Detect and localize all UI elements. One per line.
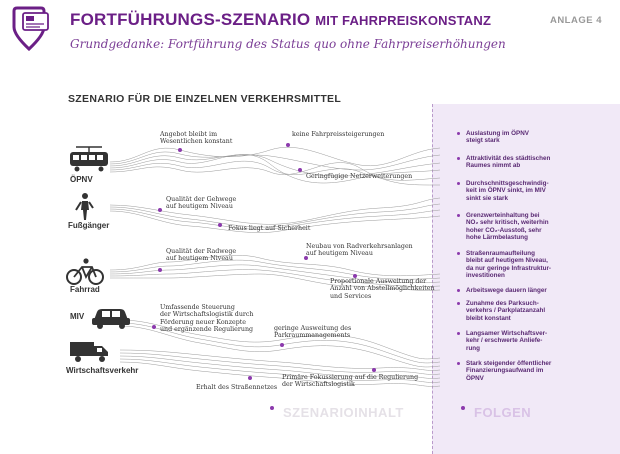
note-rad-neubau: Neubau von Radverkehrsanlagen auf heutigem Niveau [306, 243, 413, 258]
note-oepnv-angebot: Angebot bleibt im Wesentlichen konstant [160, 131, 233, 146]
folge-item [466, 212, 606, 242]
folge-text: Langsamer Wirtschaftsver- kehr / erschwerte Anliefe- rung [466, 330, 548, 352]
note-rad-radwege: Qualität der Radwege auf heutigem Niveau [166, 248, 237, 263]
folge-text: Zunahme des Parksuch- verkehrs / Parkplatzanzahl bleibt konstant [466, 300, 546, 322]
folge-text: Straßenraumaufteilung bleibt auf heutigem Niveau, da nur geringe Infrastruktur- investitionen [466, 250, 552, 280]
note-oepnv-fahrpreise: keine Fahrpreissteigerungen [292, 131, 385, 138]
note-fuss-gehwege: Qualität der Gehwege auf heutigem Niveau [166, 196, 237, 211]
pedestrian-icon [62, 192, 108, 222]
note-wv-strassennetz: Erhalt des Straßennetzes [196, 384, 278, 391]
mode-label-miv: MIV [70, 312, 85, 321]
note-miv-steuerung: Umfassende Steuerung der Wirtschaftslogistik durch Förderung neuer Konzepte und ergänzende Regulierung [160, 304, 254, 333]
note-miv-parkraum: geringe Ausweitung des Parkraummanagements [274, 325, 352, 340]
folge-item [466, 287, 606, 294]
label-folgen: FOLGEN [474, 405, 532, 420]
title-main: FORTFÜHRUNGS-SZENARIO [70, 10, 311, 29]
mode-label-fahrrad: Fahrrad [70, 285, 100, 294]
folge-item [466, 130, 606, 145]
truck-icon [66, 334, 112, 364]
car-icon [88, 300, 134, 330]
folge-item [466, 180, 606, 202]
anlage-label: ANLAGE 4 [549, 15, 602, 26]
bicycle-icon [62, 257, 108, 287]
section-title: SZENARIO FÜR DIE EINZELNEN VERKEHRSMITTEL [68, 93, 342, 105]
mode-label-wirtschaftsverkehr: Wirtschaftsverkehr [66, 366, 139, 375]
folge-text: Durchschnittsgeschwindig- keit im ÖPNV sinkt, im MIV sinkt sie stark [466, 180, 549, 202]
mode-label-oepnv: ÖPNV [70, 175, 93, 184]
folge-item [466, 300, 606, 322]
folge-item [466, 360, 606, 382]
title-suffix: MIT FAHRPREISKONSTANZ [315, 13, 492, 28]
note-fuss-sicherheit: Fokus liegt auf Sicherheit [228, 225, 311, 232]
note-wv-regulierung: Primäre Fokussierung auf die Regulierung der Wirtschaftslogistik [282, 374, 419, 389]
folge-text: Auslastung im ÖPNV steigt stark [466, 130, 529, 145]
tram-icon [66, 144, 112, 174]
note-oepnv-netz: Geringfügige Netzerweiterungen [306, 173, 413, 180]
folge-text: Attraktivität des städtischen Raumes nimmt ab [466, 155, 551, 170]
page-subtitle: Grundgedanke: Fortführung des Status quo ohne Fahrpreiserhöhungen [70, 37, 506, 51]
folge-text: Arbeitswege dauern länger [466, 287, 547, 294]
folge-item [466, 330, 606, 352]
folge-text: Grenzwerteinhaltung bei NO₂ sehr kritisch, weiterhin hoher CO₂-Ausstoß, sehr hohe Lärmbelastung [466, 212, 549, 242]
note-rad-abstell: Proportionale Ausweitung der Anzahl von Abstellmöglichkeiten und Services [330, 278, 435, 300]
folge-text: Stark steigender öffentlicher Finanzierungsaufwand im ÖPNV [466, 360, 552, 382]
folge-item [466, 250, 606, 280]
label-szenarioinhalt: SZENARIOINHALT [283, 405, 404, 420]
folge-item [466, 155, 606, 170]
mode-label-fussgaenger: Fußgänger [68, 221, 110, 230]
